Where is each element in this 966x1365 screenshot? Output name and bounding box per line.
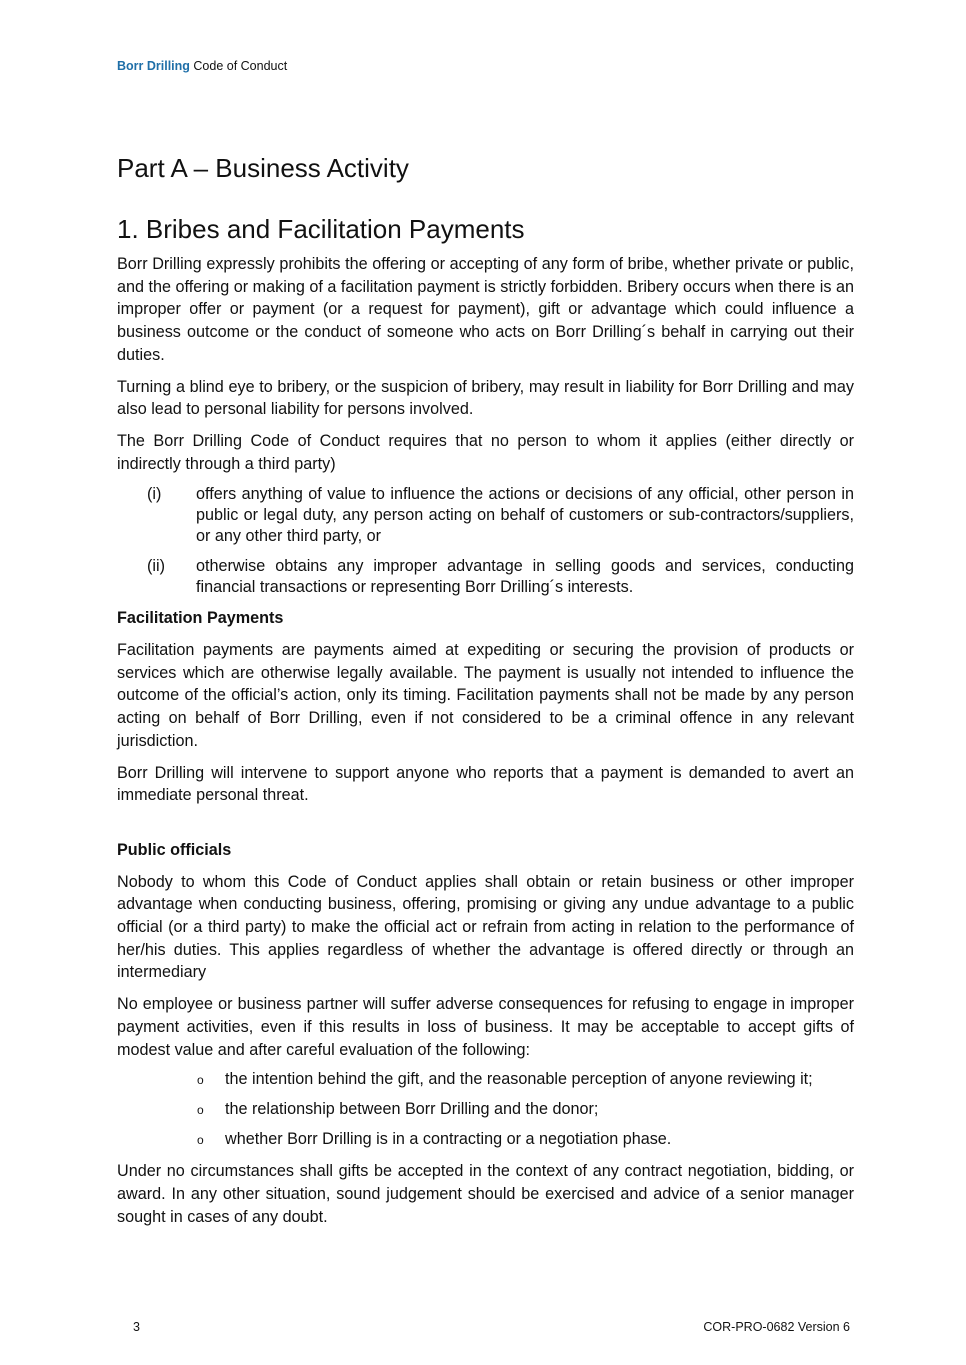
paragraph: Under no circumstances shall gifts be accepted in the context of any contract negotiation, bidding, or award. In any other situation, sound judgement should be exercised and advice of a senior manager sought in cases of any doubt.	[117, 1162, 854, 1226]
list-item	[197, 1070, 854, 1090]
bullet-marker: o	[197, 1073, 204, 1088]
list-item-text: whether Borr Drilling is in a contracting or a negotiation phase.	[225, 1130, 672, 1149]
page-number: 3	[133, 1320, 140, 1334]
brand-name: Borr Drilling	[117, 59, 190, 73]
document-id: COR-PRO-0682 Version 6	[703, 1320, 850, 1334]
paragraph: Turning a blind eye to bribery, or the suspicion of bribery, may result in liability for Borr Drilling and may also lead to personal liability for persons involved.	[117, 377, 854, 419]
paragraph: Nobody to whom this Code of Conduct applies shall obtain or retain business or other improper advantage when conducting business, offering, promising or giving any undue advantage to a public official (or a third party) to make the official act or refrain from acting in relation to the performance of her/his duties. This applies regardless of whether the advantage is offered directly or through an intermediary	[117, 872, 854, 982]
list-item	[147, 556, 854, 598]
bullet-marker: o	[197, 1133, 204, 1148]
section-title: 1. Bribes and Facilitation Payments	[117, 214, 525, 244]
public-officials-heading: Public officials	[117, 840, 232, 859]
list-item-text: the relationship between Borr Drilling and the donor;	[225, 1100, 599, 1119]
paragraph: The Borr Drilling Code of Conduct requires that no person to whom it applies (either directly or indirectly through a third party)	[117, 431, 854, 473]
bullet-list	[117, 1070, 854, 1150]
paragraph: Facilitation payments are payments aimed at expediting or securing the provision of products or services which are otherwise legally available. The payment is usually not intended to influence the outcome of the official’s action, only its timing. Facilitation payments shall not be made by any person acting on behalf of Borr Drilling, even if not considered to be a criminal offence in any relevant jurisdiction.	[117, 641, 854, 750]
page-header	[117, 59, 287, 73]
header-title: Code of Conduct	[189, 59, 288, 73]
facilitation-heading: Facilitation Payments	[117, 609, 284, 628]
list-marker: (i)	[147, 485, 162, 504]
paragraph: No employee or business partner will suffer adverse consequences for refusing to engage in improper payment activities, even if this results in loss of business. It may be acceptable to accept gifts of modest value and after careful evaluation of the following:	[117, 995, 854, 1059]
list-item-text: the intention behind the gift, and the reasonable perception of anyone reviewing it;	[225, 1070, 813, 1089]
document-body	[117, 150, 854, 1237]
part-title: Part A – Business Activity	[117, 153, 409, 183]
list-marker: (ii)	[147, 557, 165, 576]
list-item	[147, 484, 854, 547]
paragraph: Borr Drilling will intervene to support anyone who reports that a payment is demanded to avert an immediate personal threat.	[117, 763, 854, 805]
spacer	[117, 816, 854, 839]
list-item	[197, 1130, 854, 1150]
list-item	[197, 1100, 854, 1120]
bullet-marker: o	[197, 1103, 204, 1118]
roman-list	[117, 484, 854, 598]
list-item-text: offers anything of value to influence the actions or decisions of any official, other person in public or legal duty, any person acting on behalf of customers or sub-contractors/suppliers, or any other third party, or	[196, 485, 854, 546]
list-item-text: otherwise obtains any improper advantage in selling goods and services, conducting financial transactions or representing Borr Drilling´s interests.	[196, 557, 854, 597]
paragraph: Borr Drilling expressly prohibits the offering or accepting of any form of bribe, whether private or public, and the offering or making of a facilitation payment is strictly forbidden. Bribery occurs when there is an improper offer or payment (or a request for payment), gift or advantage which could influence a business outcome or the conduct of someone who acts on Borr Drilling´s behalf in carrying out their duties.	[117, 255, 854, 364]
